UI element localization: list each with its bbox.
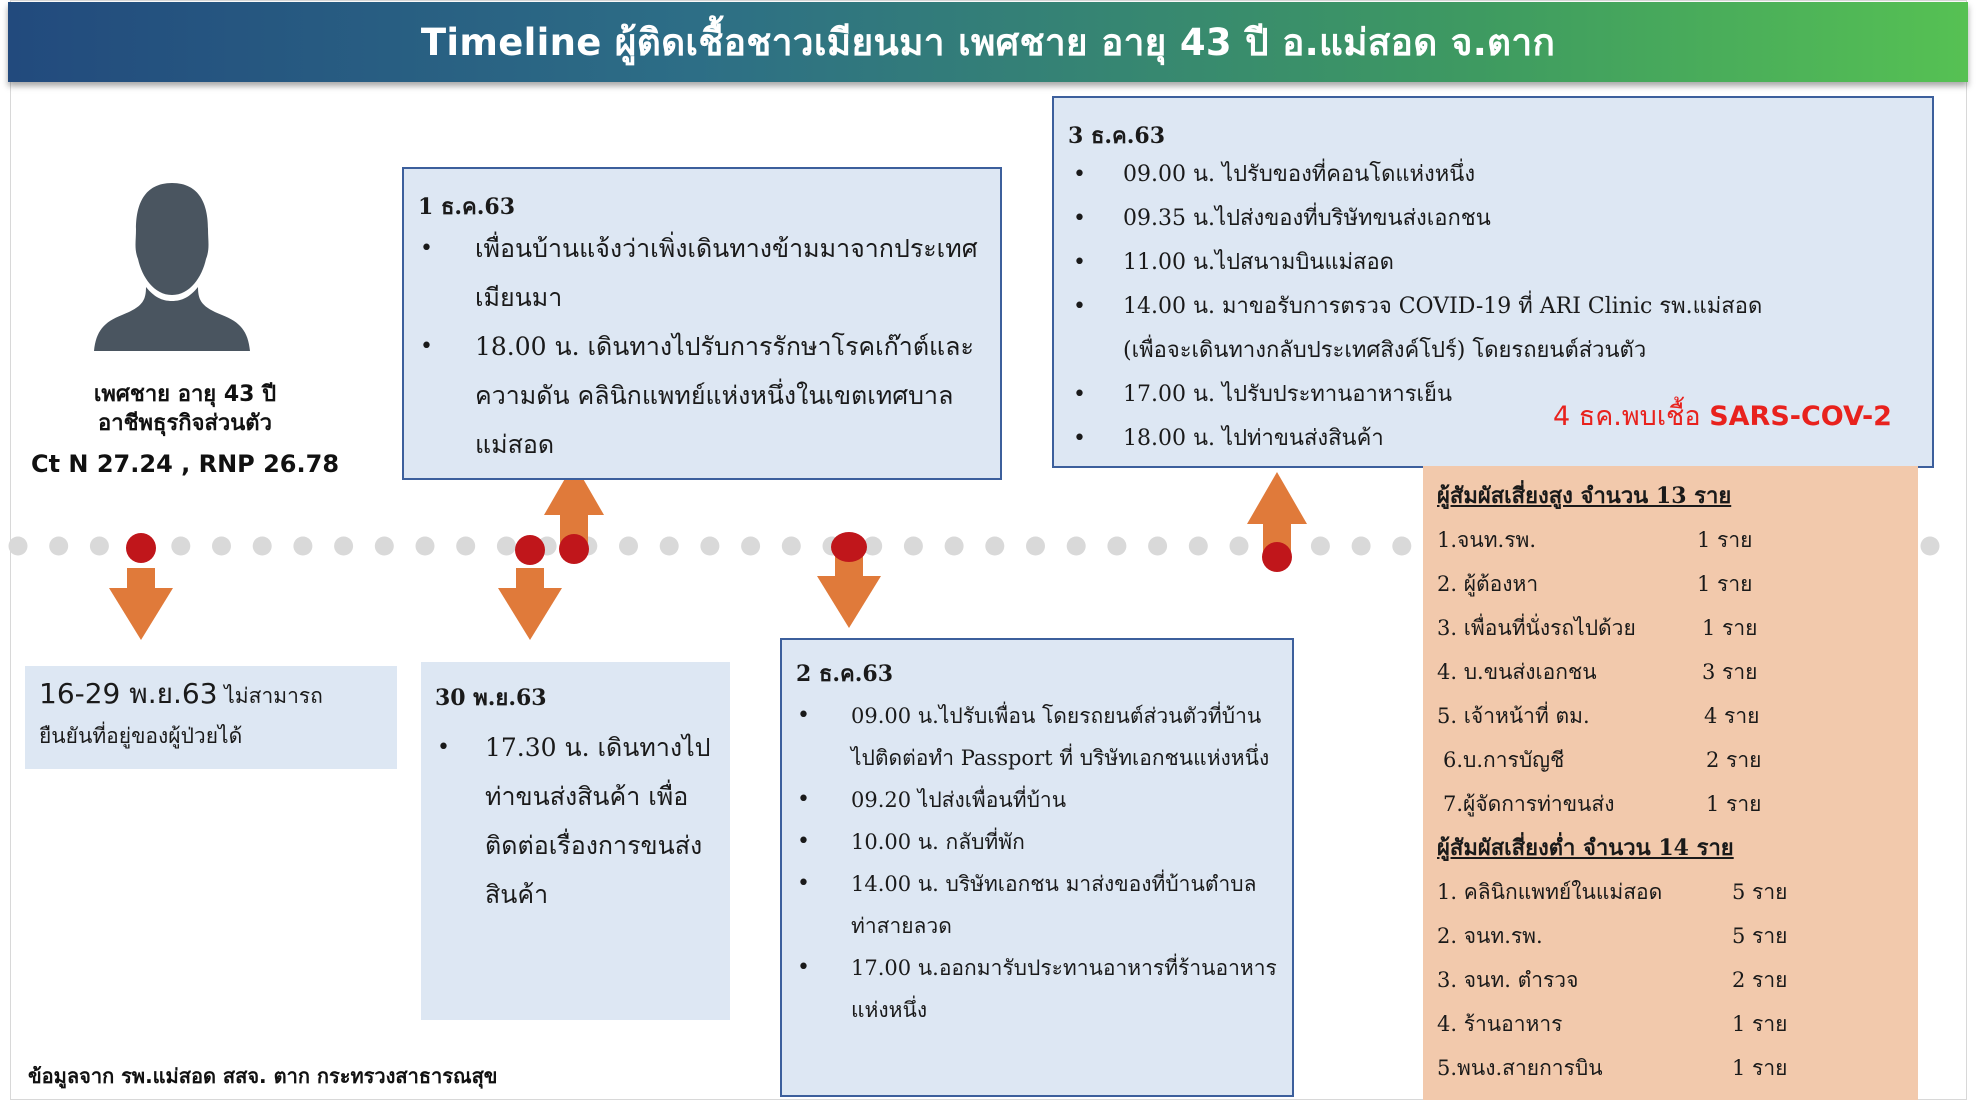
contact-name: 2. ผู้ต้องหา: [1437, 572, 1539, 596]
timeline-dot: [1392, 537, 1411, 556]
contact-row: [1437, 562, 1918, 606]
event-marker: [515, 535, 545, 565]
timeline-dot: [375, 537, 394, 556]
event-item: • 14.00 น. มาขอรับการตรวจ COVID-19 ที่ ARI Clinic รพ.แม่สอด (เพื่อจะเดินทางกลับประเทศสิงค์โปร์) โดยรถยนต์ส่วนตัว: [1068, 285, 1918, 373]
low-risk-title: ผู้สัมผัสเสี่ยงต่ำ จำนวน 14 ราย: [1437, 835, 1734, 861]
arrow-down-icon: [498, 588, 562, 640]
event-marker: [126, 533, 156, 563]
arrow-down-icon: [127, 568, 155, 588]
event-marker: [831, 532, 867, 562]
timeline-dot: [1352, 537, 1371, 556]
positive-date: 4 ธค.พบเชื้อ: [1553, 401, 1701, 432]
timeline-dot: [904, 537, 923, 556]
event-item: • 17.30 น. เดินทางไปท่าขนส่งสินค้า เพื่อติดต่อเรื่องการขนส่งสินค้า: [435, 723, 716, 919]
event-box-dec2: [780, 638, 1294, 1097]
contact-name: 4. ร้านอาหาร: [1437, 1012, 1563, 1036]
contact-count: 4 ราย: [1704, 704, 1760, 728]
timeline-dot: [1311, 537, 1330, 556]
event-date: 16-29 พ.ย.63: [39, 677, 218, 710]
arrow-up-icon: [1247, 472, 1307, 524]
positive-result-label: [1553, 394, 1892, 437]
event-item: • 18.00 น. ไปท่าขนส่งสินค้า: [1068, 417, 1918, 461]
event-item: • 18.00 น. เดินทางไปรับการรักษาโรคเก๊าต์และความดัน คลินิกแพทย์แห่งหนึ่งในเขตเทศบาลแม่สอด: [418, 322, 986, 469]
timeline-dot: [1107, 537, 1126, 556]
contact-name: 3. จนท. ตำรวจ: [1437, 968, 1579, 992]
patient-line1: เพศชาย อายุ 43 ปี: [93, 382, 277, 407]
event-item: • 17.00 น.ออกมารับประทานอาหารที่ร้านอาหารแห่งหนึ่ง: [796, 947, 1278, 1031]
event-item: • 09.00 น.ไปรับเพื่อน โดยรถยนต์ส่วนตัวที่บ้านไปติดต่อทำ Passport ที่ บริษัทเอกชนแห่งหนึ่ง: [796, 695, 1278, 779]
contact-count: 5 ราย: [1732, 880, 1788, 904]
event-date: 1 ธ.ค.63: [418, 194, 516, 220]
arrow-down-icon: [109, 588, 173, 640]
event-text: ไม่สามารถ: [224, 684, 323, 708]
contact-row: [1437, 870, 1918, 914]
contact-row: [1437, 650, 1918, 694]
arrow-down-icon: [817, 576, 881, 628]
contact-name: 4. บ.ขนส่งเอกชน: [1437, 660, 1597, 684]
contact-row: [1437, 518, 1918, 562]
high-risk-title: ผู้สัมผัสเสี่ยงสูง จำนวน 13 ราย: [1437, 483, 1732, 509]
timeline-dot: [1067, 537, 1086, 556]
contact-name: 6.บ.การบัญชี: [1443, 748, 1565, 772]
timeline-dot: [212, 537, 231, 556]
contact-name: 7.ผู้จัดการท่าขนส่ง: [1443, 792, 1615, 816]
event-marker: [1262, 542, 1292, 572]
contact-row: [1437, 782, 1918, 826]
event-item: • 11.00 น.ไปสนามบินแม่สอด: [1068, 241, 1918, 285]
event-text: ยืนยันที่อยู่ของผู้ป่วยได้: [39, 724, 243, 748]
timeline-dot: [497, 537, 516, 556]
event-item: • 17.00 น. ไปรับประทานอาหารเย็น: [1068, 373, 1918, 417]
source-credit: ข้อมูลจาก รพ.แม่สอด สสจ. ตาก กระทรวงสาธารณสุข: [28, 1064, 498, 1088]
contact-count: 1 ราย: [1732, 1056, 1788, 1080]
contact-row: [1437, 914, 1918, 958]
timeline-dot: [49, 537, 68, 556]
contact-count: 1 ราย: [1706, 792, 1762, 816]
event-item: • เพื่อนบ้านแจ้งว่าเพิ่งเดินทางข้ามมาจากประเทศเมียนมา: [418, 224, 986, 322]
timeline-dot: [90, 537, 109, 556]
contact-row: [1437, 1046, 1918, 1090]
contact-count: 3 ราย: [1702, 660, 1758, 684]
timeline-dot: [700, 537, 719, 556]
timeline-dot: [985, 537, 1004, 556]
contact-name: 5.พนง.สายการบิน: [1437, 1056, 1603, 1080]
contact-count: 1 ราย: [1697, 572, 1753, 596]
timeline-dot: [782, 537, 801, 556]
timeline-dot: [456, 537, 475, 556]
contact-row: [1437, 1002, 1918, 1046]
contact-name: 1. คลินิกแพทย์ในแม่สอด: [1437, 880, 1663, 904]
timeline-dot: [416, 537, 435, 556]
timeline-dot: [945, 537, 964, 556]
event-item: • 09.35 น.ไปส่งของที่บริษัทขนส่งเอกชน: [1068, 197, 1918, 241]
event-item: • 09.00 น. ไปรับของที่คอนโดแห่งหนึ่ง: [1068, 153, 1918, 197]
timeline-dot: [741, 537, 760, 556]
arrow-down-icon: [516, 568, 544, 588]
virus-name: SARS-COV-2: [1709, 401, 1892, 432]
contact-name: 5. เจ้าหน้าที่ ตม.: [1437, 704, 1590, 728]
timeline-dot: [253, 537, 272, 556]
contact-name: 2. จนท.รพ.: [1437, 924, 1543, 948]
contact-count: 5 ราย: [1732, 924, 1788, 948]
timeline-dot: [660, 537, 679, 556]
patient-ct-values: Ct N 27.24 , RNP 26.78: [30, 450, 340, 478]
event-box-nov16: [25, 666, 397, 769]
contact-row: [1437, 958, 1918, 1002]
event-item: • 09.20 ไปส่งเพื่อนที่บ้าน: [796, 779, 1278, 821]
person-silhouette-icon: [92, 183, 252, 351]
timeline-dot: [334, 537, 353, 556]
timeline-dot: [619, 537, 638, 556]
timeline-dot: [1189, 537, 1208, 556]
event-date: 30 พ.ย.63: [435, 685, 547, 711]
contact-count: 1 ราย: [1702, 616, 1758, 640]
timeline-dot: [1148, 537, 1167, 556]
event-item: • 10.00 น. กลับที่พัก: [796, 821, 1278, 863]
contact-name: 3. เพื่อนที่นั่งรถไปด้วย: [1437, 616, 1636, 640]
event-box-nov30: [421, 662, 730, 1020]
contact-count: 1 ราย: [1697, 528, 1753, 552]
page-title: Timeline ผู้ติดเชื้อชาวเมียนมา เพศชาย อายุ 43 ปี อ.แม่สอด จ.ตาก: [420, 20, 1556, 64]
contact-row: [1437, 606, 1918, 650]
patient-line2: อาชีพธุรกิจส่วนตัว: [98, 411, 272, 436]
contact-count: 1 ราย: [1732, 1012, 1788, 1036]
contact-count: 2 ราย: [1732, 968, 1788, 992]
event-item: • 14.00 น. บริษัทเอกชน มาส่งของที่บ้านตำบลท่าสายลวด: [796, 863, 1278, 947]
timeline-dot: [1921, 537, 1940, 556]
event-marker: [559, 534, 589, 564]
event-date: 2 ธ.ค.63: [796, 661, 894, 687]
contact-name: 1.จนท.รพ.: [1437, 528, 1537, 552]
contact-row: [1437, 694, 1918, 738]
contact-row: [1437, 738, 1918, 782]
contacts-panel: [1423, 466, 1918, 1100]
event-box-dec1: [402, 167, 1002, 480]
timeline-dot: [1026, 537, 1045, 556]
timeline-dot: [1230, 537, 1249, 556]
event-date: 3 ธ.ค.63: [1068, 123, 1166, 149]
contact-count: 2 ราย: [1706, 748, 1762, 772]
timeline-dot: [9, 537, 28, 556]
timeline-dot: [293, 537, 312, 556]
timeline-dot: [171, 537, 190, 556]
